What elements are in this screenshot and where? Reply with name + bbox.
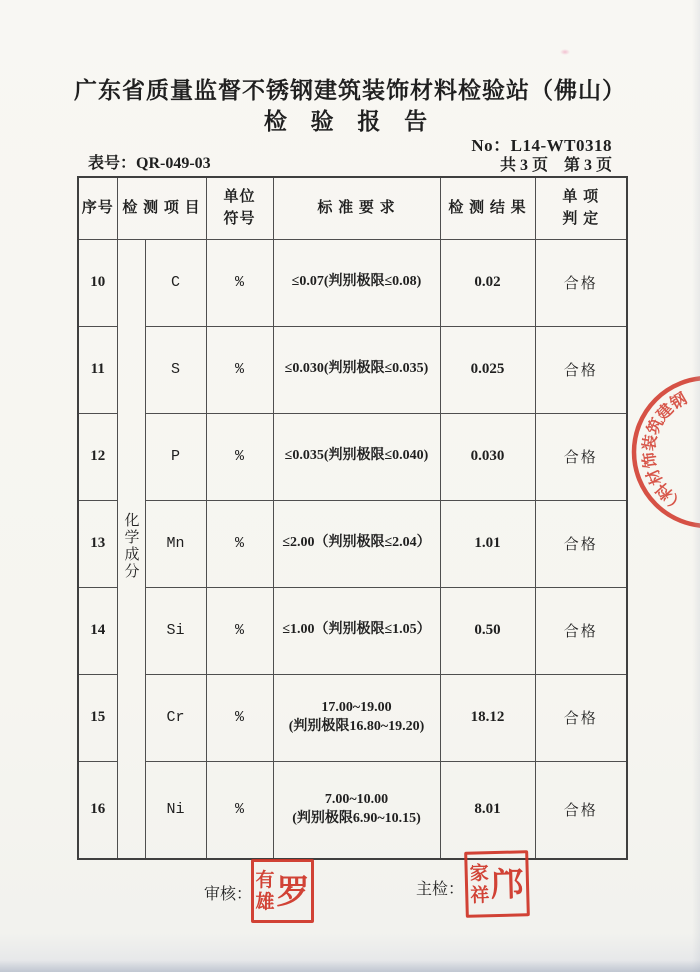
results-table [77, 176, 628, 860]
page-count: 共 3 页 第 3 页 [499, 157, 612, 174]
form-number-value: QR-049-03 [136, 155, 211, 172]
scan-speck [560, 49, 570, 55]
standard-line1: ≤2.00（判别极限≤2.04） [282, 535, 431, 551]
cell-standard-requirement [273, 239, 440, 326]
col-header-judgment-line1: 单 项 [562, 188, 600, 205]
cell-unit-symbol: % [206, 326, 273, 413]
col-header-standard: 标 准 要 求 [273, 177, 440, 239]
table-row [78, 674, 627, 761]
cell-group-chemical-composition [117, 239, 145, 859]
station-name: 广东省质量监督不锈钢建筑装饰材料检验站（佛山） [74, 78, 626, 103]
cell-unit-symbol: % [206, 239, 273, 326]
table-header-row [78, 177, 627, 239]
reviewer-seal-char: 雄 [255, 891, 275, 913]
standard-line1: ≤0.035(判别极限≤0.040) [284, 448, 429, 464]
inspector-seal-stamp [464, 850, 530, 918]
cell-standard-requirement [273, 761, 440, 859]
standard-line1: ≤0.07(判别极限≤0.08) [291, 274, 422, 290]
cell-test-result: 18.12 [440, 674, 535, 761]
official-seal-ring [634, 378, 700, 526]
col-header-unit-line1: 单位 [223, 188, 256, 205]
cell-test-item: S [145, 326, 206, 413]
cell-test-item: Mn [145, 500, 206, 587]
official-seal-arc-char: 材 [644, 465, 667, 488]
table-row [78, 239, 627, 326]
cell-serial-number: 10 [78, 239, 117, 326]
col-header-serial: 序号 [78, 177, 117, 239]
cell-serial-number: 11 [78, 326, 117, 413]
official-seal-arc-char: 钢 [667, 390, 691, 414]
cell-test-result: 0.50 [440, 587, 535, 674]
cell-standard-requirement [273, 500, 440, 587]
scan-shadow-right [692, 0, 700, 972]
cell-standard-requirement [273, 587, 440, 674]
table-row [78, 761, 627, 859]
standard-line2: (判别极限16.80~19.20) [288, 718, 425, 734]
report-number-value: L14-WT0318 [510, 136, 612, 155]
cell-standard-requirement [273, 326, 440, 413]
official-seal-arc-char: 料 [653, 479, 677, 503]
cell-judgment: 合格 [535, 674, 627, 761]
results-table-body [78, 239, 627, 859]
cell-test-result: 8.01 [440, 761, 535, 859]
reviewer-seal-char-large: 罗 [276, 872, 310, 910]
cell-unit-symbol: % [206, 674, 273, 761]
report-title: 检 验 报 告 [263, 109, 437, 134]
reviewer-seal-stamp [251, 859, 314, 923]
table-row [78, 500, 627, 587]
col-header-unit [206, 177, 273, 239]
official-seal-arc-char: （ [666, 490, 690, 514]
reviewer-seal-left-column [255, 871, 274, 912]
col-header-judgment-line2: 判 定 [562, 211, 600, 228]
reviewer-label: 审核： [204, 886, 253, 903]
standard-line1: ≤0.030(判别极限≤0.035) [284, 361, 429, 377]
group-label-vertical-text: 化学成分 [122, 512, 139, 581]
cell-test-item: Ni [145, 761, 206, 859]
cell-standard-requirement [273, 413, 440, 500]
cell-unit-symbol: % [206, 500, 273, 587]
table-row [78, 326, 627, 413]
form-number-label: 表号： [88, 155, 137, 172]
cell-test-result: 0.02 [440, 239, 535, 326]
inspector-seal-left-column [469, 864, 489, 905]
form-number [88, 150, 211, 173]
official-seal-arc-char: 筑 [644, 415, 668, 438]
scan-shadow-bottom [0, 960, 700, 972]
cell-test-result: 1.01 [440, 500, 535, 587]
cell-unit-symbol: % [206, 413, 273, 500]
cell-serial-number: 14 [78, 587, 117, 674]
cell-test-result: 0.030 [440, 413, 535, 500]
col-header-result: 检 测 结 果 [440, 177, 535, 239]
official-round-seal-partial [620, 370, 700, 538]
cell-unit-symbol: % [206, 587, 273, 674]
inspector-seal-char-large: 邝 [490, 864, 525, 903]
cell-judgment: 合格 [535, 413, 627, 500]
cell-standard-requirement [273, 674, 440, 761]
cell-test-item: P [145, 413, 206, 500]
table-row [78, 413, 627, 500]
standard-line1: 7.00~10.00 [324, 791, 389, 807]
cell-test-item: Si [145, 587, 206, 674]
cell-judgment: 合格 [535, 761, 627, 859]
col-header-judgment [535, 177, 627, 239]
report-number-label: No： [471, 136, 511, 155]
official-seal-arc-char: 建 [653, 400, 678, 425]
cell-judgment: 合格 [535, 587, 627, 674]
inspector-seal-char: 祥 [470, 884, 490, 907]
cell-judgment: 合格 [535, 500, 627, 587]
reviewer-seal-char: 有 [255, 869, 275, 891]
cell-serial-number: 12 [78, 413, 117, 500]
col-header-item: 检 测 项 目 [117, 177, 206, 239]
standard-line1: 17.00~19.00 [321, 699, 392, 715]
table-row [78, 587, 627, 674]
official-seal-arc-char: 装 [641, 433, 661, 453]
cell-test-result: 0.025 [440, 326, 535, 413]
cell-unit-symbol: % [206, 761, 273, 859]
cell-test-item: Cr [145, 674, 206, 761]
col-header-unit-line2: 符号 [223, 211, 256, 228]
standard-line2: (判别极限6.90~10.15) [292, 810, 421, 826]
cell-judgment: 合格 [535, 326, 627, 413]
cell-serial-number: 13 [78, 500, 117, 587]
cell-serial-number: 15 [78, 674, 117, 761]
cell-test-item: C [145, 239, 206, 326]
inspector-seal-char: 家 [469, 862, 489, 885]
standard-line1: ≤1.00（判别极限≤1.05） [282, 622, 431, 638]
inspector-label: 主检： [416, 881, 465, 898]
cell-serial-number: 16 [78, 761, 117, 859]
cell-judgment: 合格 [535, 239, 627, 326]
official-seal-arc-char: 饰 [641, 450, 661, 470]
